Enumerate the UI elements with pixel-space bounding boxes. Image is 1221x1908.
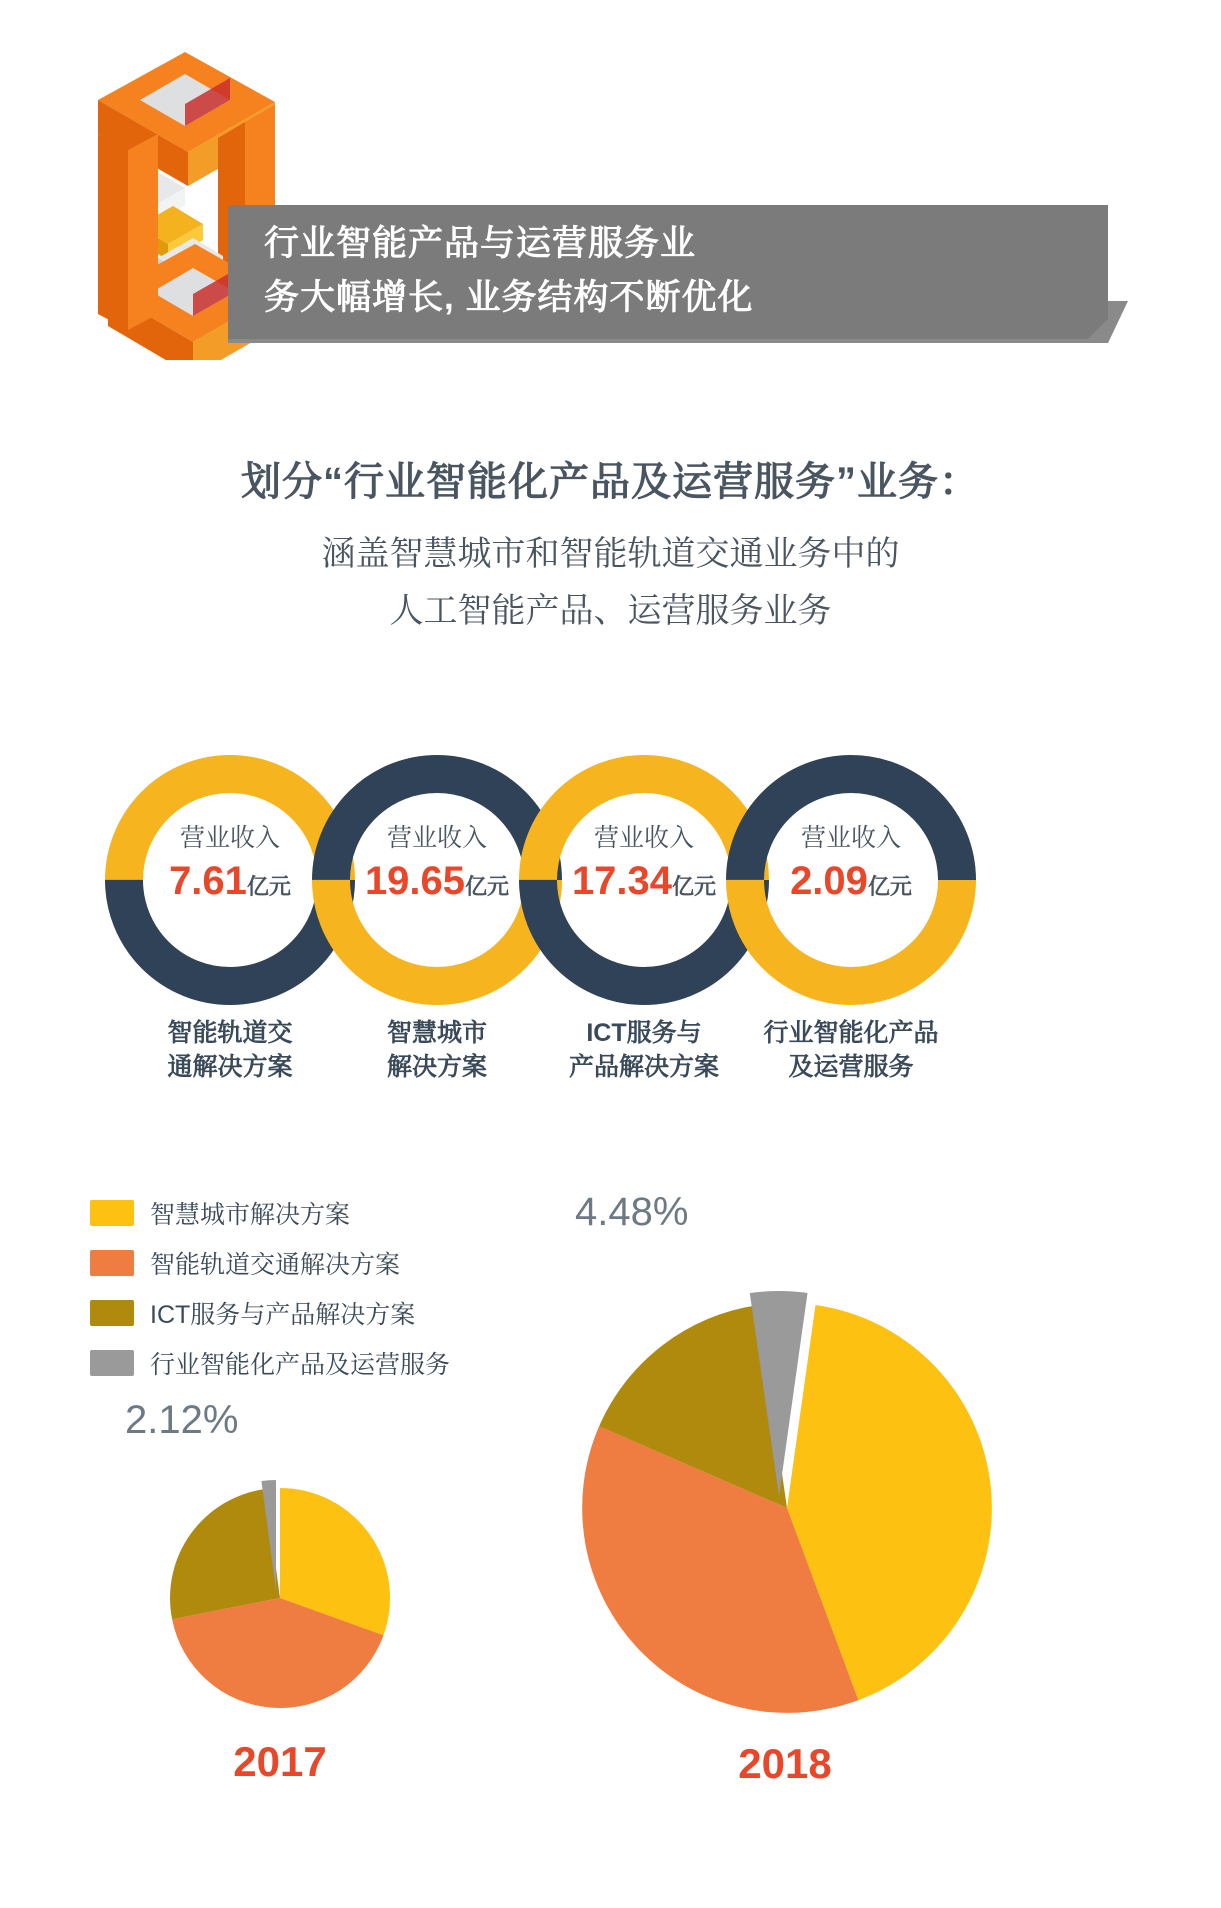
ring-label: 营业收入 [179, 824, 280, 852]
ring-value [143, 859, 317, 903]
legend-label: 智能轨道交通解决方案 [150, 1251, 401, 1279]
pie-2017-callout: 2.12% [125, 1398, 239, 1442]
lead-line-3: 人工智能产品、运营服务业务 [389, 592, 832, 630]
pie-2017-year: 2017 [233, 1738, 327, 1785]
ring-inner [350, 825, 524, 903]
pie-2018-icon [555, 1270, 1015, 1730]
header-ribbon [228, 205, 1128, 339]
ring-caption-line1: 智慧城市 [386, 1019, 487, 1047]
legend-label: 行业智能化产品及运营服务 [150, 1351, 451, 1379]
ring-inner [557, 825, 731, 903]
pie-chart-2018 [555, 1190, 1015, 1787]
ring-value-number: 2.09 [790, 858, 868, 903]
header [0, 0, 1221, 400]
ring-caption-line1: 智能轨道交 [167, 1019, 293, 1047]
legend-label: ICT服务与产品解决方案 [150, 1301, 416, 1329]
lead-line-2: 涵盖智慧城市和智能轨道交通业务中的 [321, 535, 900, 573]
lead-text [0, 450, 1221, 637]
pie-2017-icon [155, 1470, 405, 1720]
ring-caption-line2: 解决方案 [386, 1052, 487, 1081]
header-title-line2: 务大幅增长, 业务结构不断优化 [264, 278, 754, 318]
pie-chart-2017 [125, 1398, 405, 1785]
ring-value-unit: 亿元 [867, 873, 912, 899]
ring-caption-line2: 产品解决方案 [568, 1052, 719, 1081]
ring-inner [143, 825, 317, 903]
ring-caption-line1: ICT服务与 [586, 1019, 702, 1047]
ring-label: 营业收入 [800, 824, 901, 852]
ring-label: 营业收入 [593, 824, 694, 852]
pie-2018-year: 2018 [738, 1740, 832, 1787]
ring-value [557, 859, 731, 903]
ring-ai-products [726, 755, 976, 1081]
ring-caption-line2: 及运营服务 [788, 1052, 914, 1081]
ring-value-unit: 亿元 [465, 873, 510, 899]
ring-inner [764, 825, 938, 903]
header-title [264, 217, 1084, 326]
revenue-rings [0, 755, 1221, 1145]
lead-line-1: 划分“行业智能化产品及运营服务”业务： [241, 460, 980, 504]
ring-value [764, 859, 938, 903]
ring-value-unit: 亿元 [246, 873, 291, 899]
ring-caption-line1: 行业智能化产品 [763, 1019, 939, 1047]
ring-label: 营业收入 [386, 824, 487, 852]
ring-value-unit: 亿元 [672, 873, 717, 899]
legend-label: 智慧城市解决方案 [150, 1201, 351, 1229]
ring-value-number: 7.61 [169, 858, 247, 903]
ring-caption [706, 1017, 996, 1085]
pie-2018-callout: 4.48% [575, 1190, 689, 1234]
ring-value [350, 859, 524, 903]
ring-caption-line2: 通解决方案 [167, 1052, 293, 1081]
ring-value-number: 19.65 [364, 858, 466, 903]
header-title-line1: 行业智能产品与运营服务业 [264, 224, 697, 263]
pie-charts [0, 1180, 1221, 1908]
ring-value-number: 17.34 [571, 858, 673, 903]
